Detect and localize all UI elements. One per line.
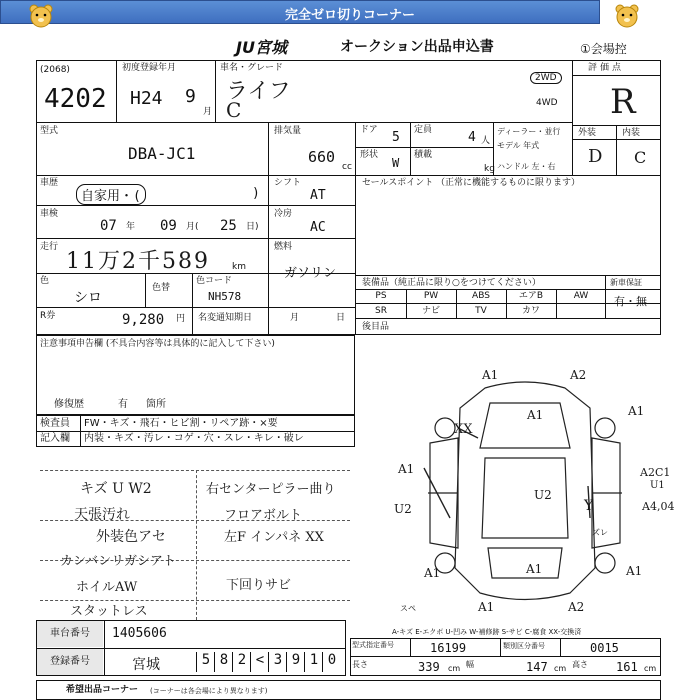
form-title: オークション出品申込書 xyxy=(340,39,494,55)
grade-score: R xyxy=(610,82,636,122)
note-7: 右センターピラー曲り xyxy=(206,482,336,497)
displacement-label: 排気量 xyxy=(274,126,302,136)
inspection-label: 車検 xyxy=(40,209,59,219)
mark-y: Y xyxy=(584,498,594,514)
equipment-item-2: ナビ xyxy=(421,306,440,316)
model-value: DBA-JC1 xyxy=(128,144,196,163)
corner-note: (コーナーは各会場により異なります) xyxy=(150,687,268,695)
history-close: ) xyxy=(252,186,260,201)
equipment-item: PS xyxy=(375,291,387,301)
bear-mascot-right-icon xyxy=(614,4,640,28)
recycle-unit: 円 xyxy=(176,314,186,324)
length-label: 長さ xyxy=(352,660,368,669)
note-2: 天張汚れ xyxy=(74,507,130,523)
note-5: ホイルAW xyxy=(76,580,138,595)
note-10: 下回りサビ xyxy=(226,578,292,593)
mark-bottom-a2: A2 xyxy=(568,600,585,614)
recycle-amount: 9,280 xyxy=(122,312,165,328)
seats-label: 後目品 xyxy=(362,322,390,332)
chassis-label: 車台番号 xyxy=(37,621,103,647)
mark-rear-a1: A1 xyxy=(526,562,543,576)
inspection-year-unit: 年 xyxy=(126,222,136,232)
plate-digit: 5 xyxy=(196,652,215,672)
height-unit: cm xyxy=(644,664,657,673)
height-label: 高さ xyxy=(572,660,588,669)
plate-digit: < xyxy=(250,652,269,672)
equipment-item-2: カワ xyxy=(521,306,540,316)
registration-month: 9 xyxy=(185,86,196,107)
history-value: 自家用・( xyxy=(76,184,146,205)
color-code: NH578 xyxy=(208,290,242,303)
type-number-label: 型式指定番号 xyxy=(352,641,394,649)
fuel-label: 燃料 xyxy=(274,242,293,252)
new-car-warranty-label: 新車保証 xyxy=(610,278,642,287)
recycle-label: R券 xyxy=(40,311,56,321)
note-8: フロアボルト xyxy=(224,508,303,523)
new-car-warranty-value: 有・無 xyxy=(614,295,647,308)
interior-grade: C xyxy=(634,148,647,167)
equipment-label: 装備品（純正品に限り○をつけてください） xyxy=(362,278,541,288)
mark-zure: ズレ xyxy=(592,528,608,537)
note-6: スタットレス xyxy=(70,604,148,619)
ac-label: 冷房 xyxy=(274,209,293,219)
mark-hood-a1: A1 xyxy=(527,408,544,422)
checker-row-1: FW・キズ・飛石・ヒビ割・リペア跡・×要 xyxy=(84,418,278,429)
doors-value: 5 xyxy=(392,130,400,145)
mark-left-a1: A1 xyxy=(398,462,415,476)
mark-bottom-a1: A1 xyxy=(478,600,495,614)
notice-month: 月 xyxy=(290,313,300,323)
drive-2wd: 2WD xyxy=(530,72,562,84)
scratch-note: スペ xyxy=(400,604,416,613)
mark-xx: XX xyxy=(454,422,473,437)
color-label: 色 xyxy=(40,276,50,286)
corner-banner xyxy=(0,0,600,24)
mark-left-u2: U2 xyxy=(394,502,412,516)
corner-label: 希望出品コーナー xyxy=(66,685,139,695)
plate-label: 登録番号 xyxy=(37,649,103,675)
car-name: ライフ xyxy=(226,79,291,104)
dealer-label: ディーラー・並行 xyxy=(497,127,561,136)
inspection-day-unit: 日) xyxy=(246,222,259,232)
plate-digit: 0 xyxy=(322,652,341,672)
lot-code: (2068) xyxy=(40,65,70,75)
banner-title: 完全ゼロ切りコーナー xyxy=(284,8,415,23)
plate-digit: 3 xyxy=(268,652,287,672)
width-unit: cm xyxy=(554,664,567,673)
doors-label: ドア xyxy=(360,125,378,135)
mark-rear-left-a1: A1 xyxy=(424,566,441,580)
interior-label: 内装 xyxy=(622,128,641,138)
plate-digit: 8 xyxy=(214,652,233,672)
equipment-item: ABS xyxy=(472,291,490,301)
registration-year: H24 xyxy=(130,88,163,109)
repair-where: 箇所 xyxy=(146,399,166,410)
mileage-label: 走行 xyxy=(40,242,59,252)
mileage-unit: km xyxy=(232,262,246,272)
note-4: カンバンリガシアト xyxy=(60,554,176,569)
equipment-item-2: SR xyxy=(375,306,387,316)
type-number-value: 16199 xyxy=(430,641,467,655)
exterior-grade: D xyxy=(588,146,603,167)
inspection-month: 09 xyxy=(160,218,177,234)
fuel-value: ガソリン xyxy=(284,266,337,281)
inspection-year: 07 xyxy=(100,218,117,234)
capacity-label: 定員 xyxy=(414,125,433,135)
equipment-item: エアB xyxy=(518,291,544,301)
bear-mascot-left-icon xyxy=(28,4,54,28)
equipment-item: PW xyxy=(423,291,439,301)
notice-label: 名変通知期日 xyxy=(198,313,253,323)
plate-region: 宮城 xyxy=(132,657,160,673)
load-label: 積載 xyxy=(414,150,433,160)
handle-label: ハンドル 左・右 xyxy=(497,162,556,171)
mark-front-a1: A1 xyxy=(482,368,499,382)
mark-right-a2c1: A2C1 xyxy=(640,466,671,479)
damage-legend: A-キズ E-エクボ U-凹み W-補修跡 S-サビ C-腐食 XX-交換済 xyxy=(392,628,582,636)
length-value: 339 xyxy=(418,660,440,674)
equipment-item: AW xyxy=(573,291,589,301)
class-number-label: 類別区分番号 xyxy=(503,642,545,650)
chassis-value: 1405606 xyxy=(112,626,167,641)
brand-logo: JU宮城 xyxy=(236,38,287,57)
grade-label: 評価点 xyxy=(588,63,625,73)
color-value: シロ xyxy=(74,290,102,306)
sales-point-label: セールスポイント （正常に機能するものに限ります） xyxy=(362,178,581,188)
plate-digit: 1 xyxy=(304,652,323,672)
model-year-label: モデル 年式 xyxy=(497,141,540,150)
lot-number: 4202 xyxy=(44,84,107,114)
shape-label: 形状 xyxy=(360,150,379,160)
class-number-value: 0015 xyxy=(590,641,619,655)
registration-label: 初度登録年月 xyxy=(122,63,177,73)
drive-4wd: 4WD xyxy=(536,98,558,108)
mileage-value: 11万2千589 xyxy=(66,249,210,274)
length-unit: cm xyxy=(448,664,461,673)
width-label: 幅 xyxy=(466,660,474,669)
ac-value: AC xyxy=(310,220,326,235)
width-value: 147 xyxy=(526,660,548,674)
capacity-value: 4 xyxy=(468,130,476,145)
note-9: 左F インパネ XX xyxy=(224,530,324,545)
notice-day: 日 xyxy=(336,313,346,323)
repair-label: 修復歴 xyxy=(54,399,84,410)
load-unit: kg xyxy=(484,164,495,174)
mark-right-a1: A1 xyxy=(628,404,645,418)
height-value: 161 xyxy=(616,660,638,674)
car-damage-diagram xyxy=(400,368,650,618)
displacement-unit: cc xyxy=(342,162,352,172)
color-swap-label: 色替 xyxy=(152,283,171,293)
mark-roof-u2: U2 xyxy=(534,488,552,502)
model-label: 型式 xyxy=(40,126,59,136)
note-3: 外装色アセ xyxy=(96,529,166,545)
shape-value: W xyxy=(392,156,400,170)
venue-copy-label: ①会場控 xyxy=(580,42,627,56)
capacity-unit: 人 xyxy=(481,136,491,146)
inspection-day: 25 xyxy=(220,218,237,234)
exterior-label: 外装 xyxy=(578,128,597,138)
checker-row-2: 内装・キズ・汚レ・コゲ・穴・スレ・キレ・破レ xyxy=(84,433,304,444)
color-code-label: 色コード xyxy=(196,276,233,286)
notes-label: 注意事項申告欄 (不具合内容等は具体的に記入して下さい) xyxy=(40,339,275,349)
shift-label: シフト xyxy=(274,178,302,188)
inspection-month-unit: 月( xyxy=(186,222,199,232)
mark-front-a2: A2 xyxy=(570,368,587,382)
mark-right-u1: U1 xyxy=(650,480,665,491)
shift-value: AT xyxy=(310,188,326,203)
note-1: キズ U W2 xyxy=(80,481,152,497)
displacement-value: 660 xyxy=(308,148,336,166)
registration-month-unit: 月 xyxy=(203,107,213,117)
repair-value: 有 xyxy=(118,399,128,410)
checker-label: 検査員 xyxy=(40,418,70,429)
car-grade: C xyxy=(226,98,242,122)
equipment-item-2: TV xyxy=(475,306,487,316)
history-label: 車歴 xyxy=(40,178,59,188)
plate-digit: 9 xyxy=(286,652,305,672)
plate-digit: 2 xyxy=(232,652,251,672)
mark-right-a4: A4,04 xyxy=(642,500,675,513)
car-name-label: 車名・グレード xyxy=(220,63,284,73)
mark-rear-right-a1: A1 xyxy=(626,564,643,578)
record-label: 記入欄 xyxy=(40,433,70,444)
